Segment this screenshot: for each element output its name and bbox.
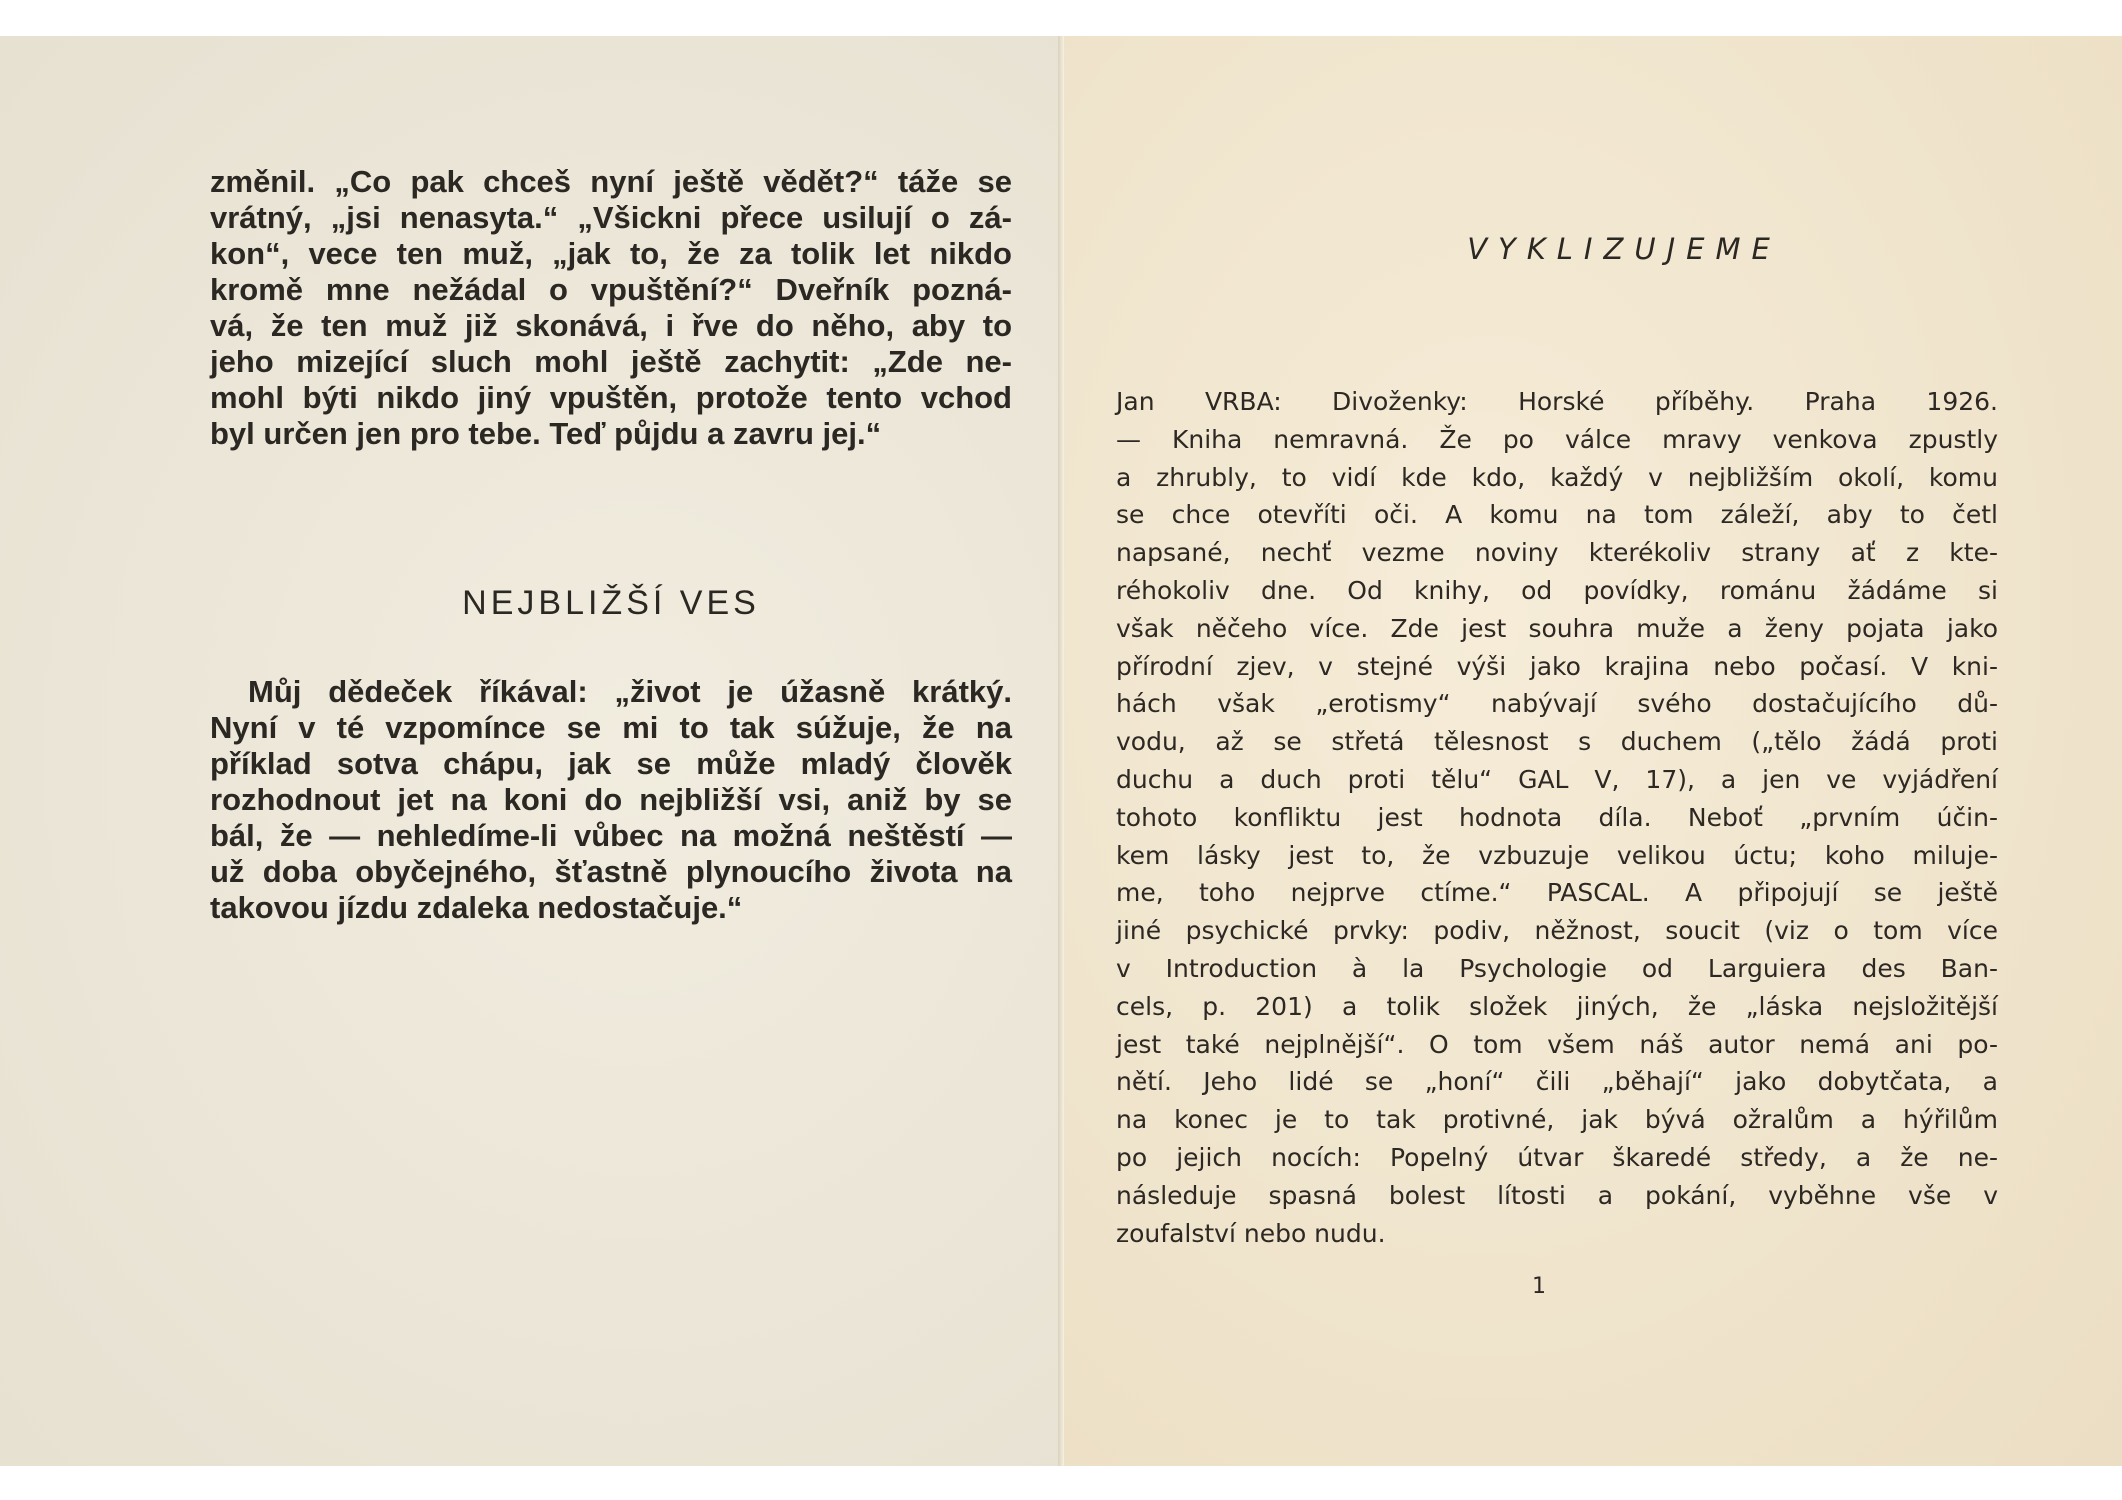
text-line: byl určen jen pro tebe. Teď půjdu a zavru jej.“ <box>210 416 882 451</box>
left-paragraph-2 <box>210 674 1012 926</box>
text-line: Můj dědeček říkával: „život je úžasně krátký. <box>248 674 1012 709</box>
text-line: změnil. „Co pak chceš nyní ještě vědět?“ táže se <box>210 164 1012 199</box>
text-line: po jejich nocích: Popelný útvar škaredé středy, a že ne- <box>1116 1142 1998 1172</box>
text-line: Jan VRBA: Divoženky: Horské příběhy. Praha 1926. <box>1116 387 1998 416</box>
text-line: už doba obyčejného, šťastně plynoucího života na <box>210 854 1012 889</box>
text-line: Nyní v té vzpomínce se mi to tak súžuje, že na <box>210 710 1012 745</box>
text-line: kem lásky jest to, že vzbuzuje velikou úctu; koho miluje- <box>1116 840 1998 870</box>
text-line: přírodní zjev, v stejné výši jako krajina nebo počasí. V kni- <box>1116 651 1998 681</box>
text-line: se chce otevříti oči. A komu na tom záleží, aby to četl <box>1116 500 1998 530</box>
text-line: jest také nejplnější“. O tom všem náš autor nemá ani po- <box>1116 1029 1998 1059</box>
text-line: následuje spasná bolest lítosti a pokání, vyběhne vše v <box>1116 1180 1998 1210</box>
right-page <box>1064 36 2122 1466</box>
text-line: tohoto konfliktu jest hodnota díla. Neboť „prvním účin- <box>1116 802 1998 832</box>
text-line: napsané, nechť vezme noviny kterékoliv strany ať z kte- <box>1116 538 1998 568</box>
left-paragraph-1 <box>210 164 1012 452</box>
text-line: cels, p. 201) a tolik složek jiných, že „láska nejsložitější <box>1116 991 1998 1021</box>
text-line: v Introduction à la Psychologie od Larguiera des Ban- <box>1116 953 1998 983</box>
text-line: vodu, až se střetá tělesnost s duchem („tělo žádá proti <box>1116 727 1998 757</box>
text-line: zoufalství nebo nudu. <box>1116 1218 1386 1248</box>
text-line: a zhrubly, to vidí kde kdo, každý v nejbližším okolí, komu <box>1116 462 1998 492</box>
text-line: me, toho nejprve ctíme.“ PASCAL. A připojují se ještě <box>1116 878 1998 908</box>
text-line: kromě mne nežádal o vpuštění?“ Dveřník pozná- <box>210 272 1012 307</box>
text-line: — Kniha nemravná. Že po válce mravy venkova zpustly <box>1116 424 1998 454</box>
text-line: vá, že ten muž již skonává, i řve do něho, aby to <box>210 308 1012 343</box>
text-line: bál, že — nehledíme-li vůbec na možná neštěstí — <box>210 818 1012 853</box>
section-heading-nejblizsi-ves: NEJBLIŽŠÍ VES <box>462 584 760 622</box>
text-line: na konec je to tak protivné, jak bývá ožralům a hýřilům <box>1116 1105 1998 1135</box>
text-line: réhokoliv dne. Od knihy, od povídky, románu žádáme si <box>1116 575 1998 605</box>
right-paragraph <box>1116 383 1998 1252</box>
text-line: mohl býti nikdo jiný vpuštěn, protože tento vchod <box>210 380 1012 415</box>
text-line: však něčeho více. Zde jest souhra muže a ženy pojata jako <box>1116 613 1998 643</box>
text-line: takovou jízdu zdaleka nedostačuje.“ <box>210 890 743 925</box>
section-heading-vyklizujeme: VYKLIZUJEME <box>1467 232 1781 266</box>
text-line: vrátný, „jsi nenasyta.“ „Všickni přece usilují o zá- <box>210 200 1012 235</box>
page-number: 1 <box>1532 1274 1546 1299</box>
text-line: nětí. Jeho lidé se „honí“ čili „běhají“ jako dobytčata, a <box>1116 1067 1998 1097</box>
text-line: kon“, vece ten muž, „jak to, že za tolik let nikdo <box>210 236 1012 271</box>
text-line: příklad sotva chápu, jak se může mladý člověk <box>210 746 1012 781</box>
text-line: jeho mizející sluch mohl ještě zachytit: „Zde ne- <box>210 344 1012 379</box>
text-line: duchu a duch proti tělu“ GAL V, 17), a jen ve vyjádření <box>1116 764 1998 794</box>
text-line: rozhodnout jet na koni do nejbližší vsi, aniž by se <box>210 782 1012 817</box>
text-line: hách však „erotismy“ nabývají svého dostačujícího dů- <box>1116 689 1998 719</box>
text-line: jiné psychické prvky: podiv, něžnost, soucit (viz o tom více <box>1116 916 1998 946</box>
left-page <box>0 36 1058 1466</box>
